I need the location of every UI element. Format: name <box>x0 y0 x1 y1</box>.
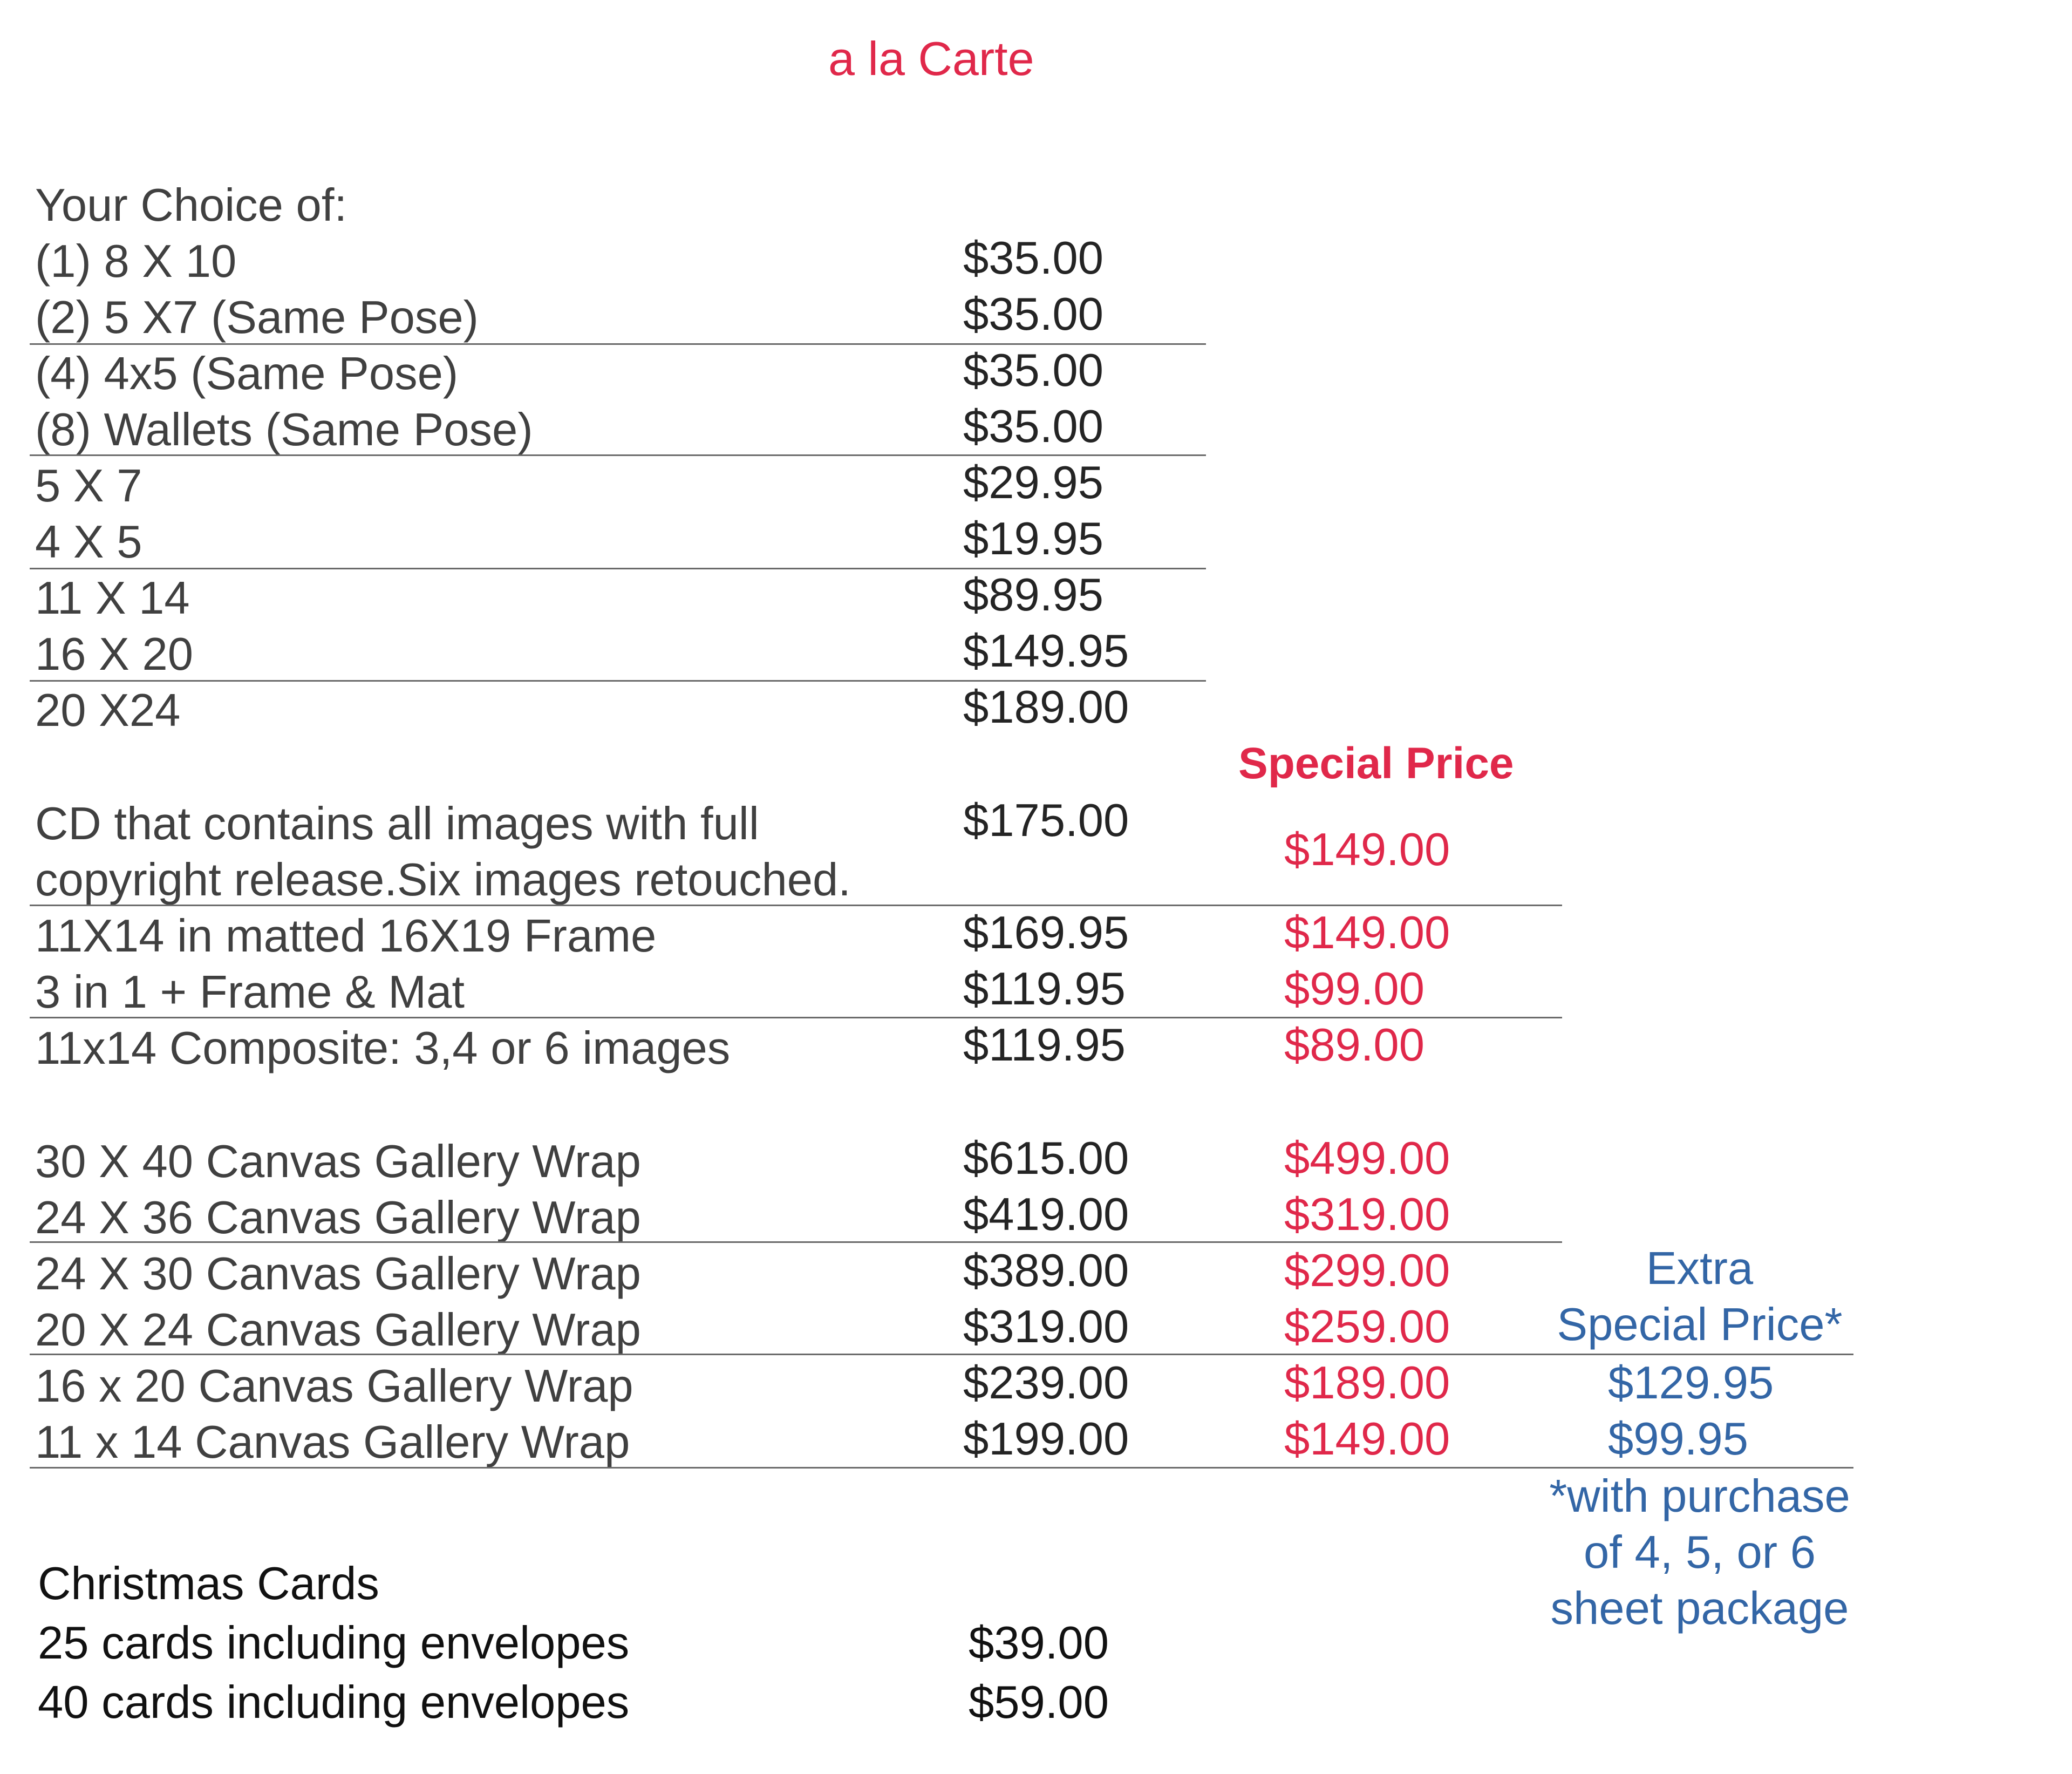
special-price: $259.00 <box>1284 1301 1450 1352</box>
special-price: $149.00 <box>1284 824 1450 875</box>
special-price: $499.00 <box>1284 1133 1450 1184</box>
item-price: $175.00 <box>963 795 1129 846</box>
item-label-line2: copyright release.Six images retouched. <box>35 854 851 906</box>
item-price: $615.00 <box>963 1133 1129 1184</box>
christmas-item-label: 40 cards including envelopes <box>38 1677 630 1728</box>
intro-label: Your Choice of: <box>35 180 347 231</box>
item-label: (2) 5 X7 (Same Pose) <box>35 292 479 343</box>
extra-note-line: *with purchase <box>1549 1471 1850 1522</box>
christmas-item-label: 25 cards including envelopes <box>38 1617 630 1669</box>
item-label: (4) 4x5 (Same Pose) <box>35 348 459 399</box>
special-price: $299.00 <box>1284 1245 1450 1296</box>
item-label: 16 X 20 <box>35 629 194 680</box>
item-label: 5 X 7 <box>35 460 142 512</box>
special-price-header: Special Price <box>1238 739 1514 788</box>
special-price: $319.00 <box>1284 1189 1450 1240</box>
item-price: $419.00 <box>963 1189 1129 1240</box>
divider <box>30 905 1562 906</box>
item-label: 11 x 14 Canvas Gallery Wrap <box>35 1417 630 1468</box>
item-price: $199.00 <box>963 1413 1129 1465</box>
item-price: $149.95 <box>963 626 1129 677</box>
extra-special-header-line1: Extra <box>1646 1243 1754 1294</box>
item-label: 30 X 40 Canvas Gallery Wrap <box>35 1136 641 1187</box>
item-label: (1) 8 X 10 <box>35 236 237 287</box>
item-label: 3 in 1 + Frame & Mat <box>35 967 465 1018</box>
item-price: $89.95 <box>963 569 1103 621</box>
christmas-item-price: $59.00 <box>969 1677 1109 1728</box>
item-price: $35.00 <box>963 345 1103 396</box>
item-label: 11 X 14 <box>35 573 190 624</box>
item-price: $169.95 <box>963 907 1129 959</box>
extra-special-header-line2: Special Price* <box>1557 1299 1843 1350</box>
item-price: $239.00 <box>963 1357 1129 1409</box>
item-label: CD that contains all images with full <box>35 798 759 849</box>
item-price: $119.95 <box>963 963 1126 1015</box>
item-price: $319.00 <box>963 1301 1129 1352</box>
item-label: 20 X 24 Canvas Gallery Wrap <box>35 1304 641 1356</box>
item-price: $35.00 <box>963 401 1103 452</box>
divider <box>30 1467 1853 1469</box>
item-price: $19.95 <box>963 513 1103 565</box>
extra-special-price: $129.95 <box>1608 1357 1774 1409</box>
divider <box>30 1354 1853 1355</box>
divider <box>30 454 1206 456</box>
item-label: 11x14 Composite: 3,4 or 6 images <box>35 1023 731 1074</box>
item-label: 20 X24 <box>35 685 181 736</box>
item-label: 11X14 in matted 16X19 Frame <box>35 910 657 962</box>
item-label: 16 x 20 Canvas Gallery Wrap <box>35 1361 633 1412</box>
item-label: 24 X 36 Canvas Gallery Wrap <box>35 1192 641 1243</box>
extra-special-price: $99.95 <box>1608 1413 1748 1465</box>
item-label: 4 X 5 <box>35 516 142 568</box>
christmas-item-price: $39.00 <box>969 1617 1109 1669</box>
item-label: (8) Wallets (Same Pose) <box>35 404 533 456</box>
item-price: $35.00 <box>963 289 1103 340</box>
item-price: $119.95 <box>963 1019 1126 1071</box>
special-price: $189.00 <box>1284 1357 1450 1409</box>
special-price: $89.00 <box>1284 1019 1424 1071</box>
extra-note-line: of 4, 5, or 6 <box>1584 1527 1816 1578</box>
special-price: $149.00 <box>1284 907 1450 959</box>
extra-note-line: sheet package <box>1550 1583 1849 1634</box>
divider <box>30 1241 1562 1243</box>
special-price: $99.00 <box>1284 963 1424 1015</box>
christmas-heading: Christmas Cards <box>38 1558 379 1609</box>
item-label: 24 X 30 Canvas Gallery Wrap <box>35 1248 641 1300</box>
item-price: $35.00 <box>963 233 1103 284</box>
divider <box>30 1017 1562 1018</box>
item-price: $389.00 <box>963 1245 1129 1296</box>
item-price: $189.00 <box>963 682 1129 733</box>
item-price: $29.95 <box>963 457 1103 508</box>
page-title: a la Carte <box>828 32 1034 85</box>
special-price: $149.00 <box>1284 1413 1450 1465</box>
